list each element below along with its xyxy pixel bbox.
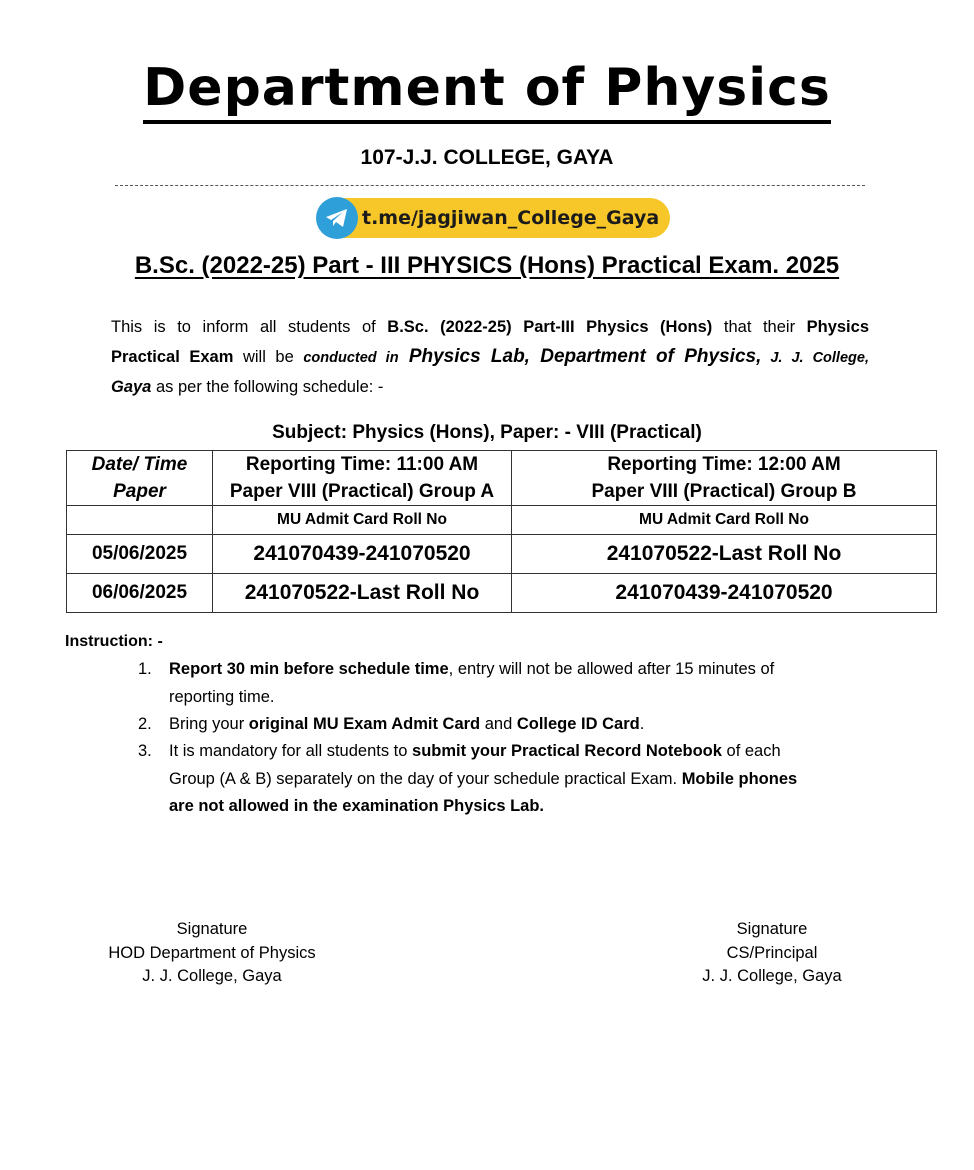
telegram-icon — [316, 197, 358, 239]
signature-label: Signature — [736, 920, 808, 938]
group-a-header: Reporting Time: 11:00 AM Paper VIII (Practical) Group A — [213, 451, 512, 506]
exam-title: B.Sc. (2022-25) Part - III PHYSICS (Hons) Practical Exam. 2025 — [134, 252, 840, 279]
instruction-1-cont: reporting time. — [169, 688, 275, 706]
notice-line-3: Gaya as per the following schedule: - — [111, 378, 384, 396]
signature-institution: J. J. College, Gaya — [142, 967, 282, 985]
roll-label-row — [67, 506, 937, 535]
signature-title: HOD Department of Physics — [108, 943, 316, 962]
empty-cell — [67, 506, 213, 535]
list-number: 1. — [138, 660, 152, 678]
signature-principal — [662, 918, 882, 989]
list-number: 2. — [138, 715, 152, 733]
instruction-3-end: are not allowed in the examination Physics Lab. — [169, 797, 545, 815]
date-time-header: Date/ Time Paper — [67, 451, 213, 506]
table-row — [67, 535, 937, 574]
instruction-1: Report 30 min before schedule time, entry will not be allowed after 15 minutes of — [169, 660, 775, 678]
subject-heading: Subject: Physics (Hons), Paper: - VIII (Practical) — [272, 422, 702, 443]
notice-line-1: This is to inform all students of B.Sc. (2022-25) Part-III Physics (Hons) that their Physics — [111, 318, 869, 336]
table-header-row — [67, 451, 937, 506]
row-group-a: 241070439-241070520 — [213, 535, 512, 574]
roll-label-b: MU Admit Card Roll No — [512, 506, 937, 535]
instruction-3: It is mandatory for all students to submit your Practical Record Notebook of each — [169, 742, 781, 760]
notice-line-2: Practical Exam will be conducted in Physics Lab, Department of Physics, J. J. College, — [111, 346, 869, 367]
department-title: Department of Physics — [0, 55, 974, 121]
signature-title: CS/Principal — [726, 943, 818, 962]
schedule-table — [66, 450, 937, 613]
telegram-link-text[interactable]: t.me/jagjiwan_College_Gaya — [362, 207, 660, 229]
row-date: 06/06/2025 — [67, 574, 213, 613]
row-date: 05/06/2025 — [67, 535, 213, 574]
row-group-b: 241070439-241070520 — [512, 574, 937, 613]
roll-label-a: MU Admit Card Roll No — [213, 506, 512, 535]
group-b-header: Reporting Time: 12:00 AM Paper VIII (Practical) Group B — [512, 451, 937, 506]
signature-hod — [82, 918, 342, 989]
row-group-a: 241070522-Last Roll No — [213, 574, 512, 613]
list-number: 3. — [138, 742, 152, 760]
row-group-b: 241070522-Last Roll No — [512, 535, 937, 574]
signature-institution: J. J. College, Gaya — [702, 967, 842, 985]
signature-label: Signature — [176, 920, 248, 938]
instruction-3-cont: Group (A & B) separately on the day of your schedule practical Exam. Mobile phones — [169, 770, 798, 788]
instruction-heading: Instruction: - — [65, 633, 163, 650]
table-row — [67, 574, 937, 613]
instruction-2: Bring your original MU Exam Admit Card and College ID Card. — [169, 715, 645, 733]
college-name: 107-J.J. COLLEGE, GAYA — [360, 146, 614, 169]
dashed-divider — [115, 185, 865, 186]
